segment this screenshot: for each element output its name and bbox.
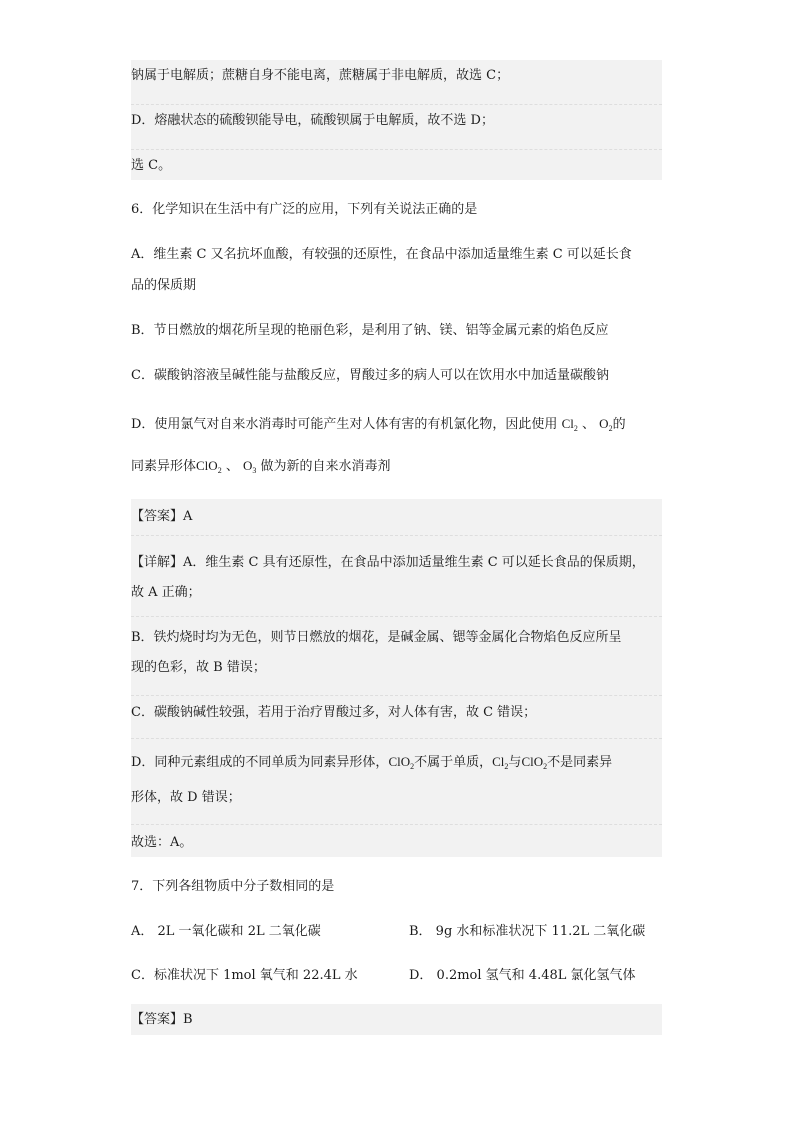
q6-option-d-cont [131,456,662,477]
detail-text: 不是同素异 [547,755,613,770]
explanation-line: 钠属于电解质；蔗糖自身不能电离，蔗糖属于非电解质，故选 C； [131,68,510,83]
q6-option-d-sep: 、 [225,459,239,474]
formula-clo2 [196,458,222,473]
divider [131,104,662,105]
formula-symbol: Cl [561,416,574,431]
q6-option-d-text: D．使用氯气对自来水消毒时可能产生对人体有害的有机氯化物，因此使用 [131,417,558,432]
detail-text: 与 [508,755,522,770]
formula-cl2 [562,416,578,431]
formula-symbol: O [242,458,253,473]
q7-option-c: C．标准状况下 1mol 氧气和 22.4L 水 [131,968,358,983]
divider [131,149,662,150]
explanation-line: D．熔融状态的硫酸钡能导电，硫酸钡属于电解质，故不选 D； [131,113,494,128]
formula-clo2 [388,754,414,769]
q6-option-d-text: 做为新的自来水消毒剂 [260,459,391,474]
q6-option-d-text: 的 [612,417,626,432]
divider [131,616,662,617]
divider [131,824,662,825]
formula-subscript: 3 [252,466,257,475]
answer-label: 【答案】A [131,509,193,524]
q6-option-a-cont: 品的保质期 [131,278,197,293]
divider [131,535,662,536]
q6-option-b: B．节日燃放的烟花所呈现的艳丽色彩，是利用了钠、镁、铝等金属元素的焰色反应 [131,323,609,338]
formula-subscript: 2 [608,424,613,433]
detail-line [131,752,662,773]
question-6-stem: 6．化学知识在生活中有广泛的应用，下列有关说法正确的是 [131,202,478,217]
detail-line: C．碳酸钠碱性较强，若用于治疗胃酸过多，对人体有害，故 C 错误； [131,705,537,720]
detail-line: 形体，故 D 错误； [131,790,241,805]
q6-option-d-sep: 、 [582,417,596,432]
formula-subscript: 2 [543,762,548,771]
formula-symbol: O [599,416,609,431]
detail-line: 故选：A。 [131,835,193,850]
detail-text: D．同种元素组成的不同单质为同素异形体， [131,755,389,770]
divider [131,738,662,739]
formula-subscript: 2 [410,762,415,771]
formula-clo2 [521,754,547,769]
q7-option-d: D． 0.2mol 氢气和 4.48L 氯化氢气体 [409,968,636,983]
q6-option-a: A．维生素 C 又名抗坏血酸，有较强的还原性，在食品中添加适量维生素 C 可以延长食 [131,247,632,262]
detail-line: B．铁灼烧时均为无色，则节日燃放的烟花，是碱金属、锶等金属化合物焰色反应所呈 [131,630,622,645]
q6-option-d-text: 同素异形体 [131,459,197,474]
formula-symbol: Cl [492,754,505,769]
question-7-stem: 7．下列各组物质中分子数相同的是 [131,879,335,894]
explanation-line: 选 C。 [131,158,172,173]
q7-option-a: A． 2L 一氧化碳和 2L 二氧化碳 [131,924,321,939]
formula-o3 [243,458,256,473]
detail-text: 不属于单质， [414,755,493,770]
q6-option-d [131,414,662,435]
formula-symbol: ClO [388,754,411,769]
answer-label: 【答案】B [131,1012,193,1027]
detail-line: 现的色彩，故 B 错误； [131,660,266,675]
q7-options-row-2 [131,966,662,986]
divider [131,695,662,696]
formula-o2 [599,416,612,431]
formula-subscript: 2 [573,424,578,433]
formula-cl2 [492,754,508,769]
formula-subscript: 2 [504,762,509,771]
q6-option-c: C．碳酸钠溶液呈碱性能与盐酸反应，胃酸过多的病人可以在饮用水中加适量碳酸钠 [131,368,609,383]
detail-line: 故 A 正确； [131,585,201,600]
detail-line: 【详解】A．维生素 C 具有还原性，在食品中添加适量维生素 C 可以延长食品的保质期， [131,555,645,570]
formula-symbol: ClO [521,754,544,769]
q7-options-row-1 [131,922,662,942]
q7-option-b: B． 9g 水和标准状况下 11.2L 二氧化碳 [409,924,646,939]
formula-subscript: 2 [217,466,222,475]
formula-symbol: ClO [196,458,218,473]
